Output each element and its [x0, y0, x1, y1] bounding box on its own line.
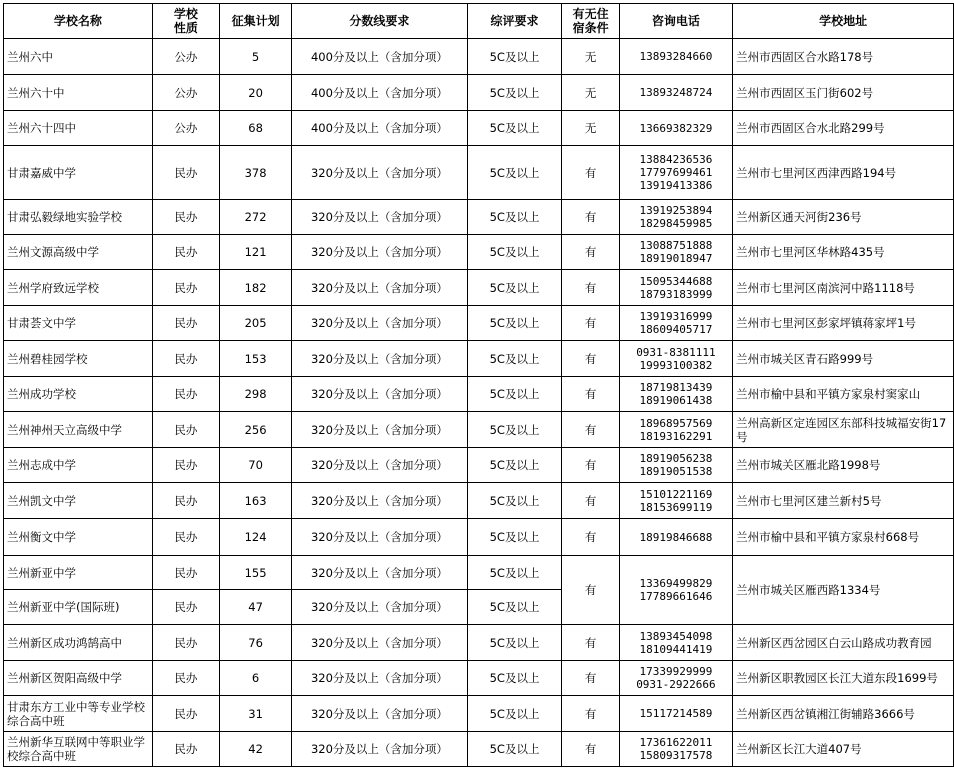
table-row: [4, 412, 954, 448]
score-cell: 320分及以上（含加分项）: [292, 519, 467, 556]
school-type-cell: 民办: [152, 519, 219, 556]
table-row: [4, 732, 954, 767]
phone-cell: [619, 696, 732, 732]
score-cell: 400分及以上（含加分项）: [292, 111, 467, 146]
phone-number: 13919413386: [639, 179, 713, 192]
school-type-cell: 民办: [152, 556, 219, 590]
score-cell: 320分及以上（含加分项）: [292, 483, 467, 519]
table-row: [4, 75, 954, 111]
school-type-cell: 民办: [152, 341, 219, 377]
dorm-cell: 有: [562, 306, 619, 341]
school-name-cell: 兰州六十中: [4, 75, 153, 111]
eval-cell: 5C及以上: [467, 696, 562, 732]
phone-number: 13919316999: [639, 310, 713, 323]
phone-number: 18609405717: [639, 323, 713, 336]
address-cell: 兰州市西固区玉门街602号: [733, 75, 954, 111]
phone-cell: [619, 306, 732, 341]
phone-number: 15101221169: [639, 487, 713, 501]
eval-cell: 5C及以上: [467, 732, 562, 767]
dorm-cell: 无: [562, 39, 619, 75]
school-name-cell: 兰州新区贺阳高级中学: [4, 661, 153, 696]
address-cell: 兰州新区西岔镇湘江街辅路3666号: [733, 696, 954, 732]
address-cell: 兰州市西固区合水北路299号: [733, 111, 954, 146]
plan-cell: 256: [219, 412, 291, 448]
school-name-cell: 甘肃荟文中学: [4, 306, 153, 341]
plan-cell: 76: [219, 625, 291, 661]
phone-number: 18153699119: [639, 500, 713, 514]
school-type-cell: 民办: [152, 270, 219, 306]
phone-number: 13893454098: [639, 629, 713, 643]
score-cell: 320分及以上（含加分项）: [292, 412, 467, 448]
eval-cell: 5C及以上: [467, 341, 562, 377]
plan-cell: 42: [219, 732, 291, 767]
eval-cell: 5C及以上: [467, 448, 562, 483]
address-cell: 兰州市城关区雁北路1998号: [733, 448, 954, 483]
dorm-cell: 无: [562, 111, 619, 146]
score-cell: 320分及以上（含加分项）: [292, 146, 467, 200]
phone-number: 13893284660: [639, 50, 713, 63]
dorm-cell: 无: [562, 75, 619, 111]
plan-cell: 272: [219, 200, 291, 235]
phone-number: 15095344688: [639, 274, 713, 288]
phone-number: 18919018947: [639, 252, 713, 265]
school-name-cell: 兰州新亚中学: [4, 556, 153, 590]
dorm-cell: 有: [562, 448, 619, 483]
dorm-cell: 有: [562, 412, 619, 448]
dorm-cell: 有: [562, 146, 619, 200]
dorm-cell: 有: [562, 556, 619, 625]
plan-cell: 182: [219, 270, 291, 306]
school-name-cell: 兰州新亚中学(国际班): [4, 590, 153, 625]
phone-cell: [619, 519, 732, 556]
score-cell: 320分及以上（含加分项）: [292, 270, 467, 306]
school-type-cell: 民办: [152, 590, 219, 625]
phone-number: 13893248724: [639, 86, 713, 99]
phone-number: 18193162291: [639, 429, 713, 443]
school-name-cell: 甘肃弘毅绿地实验学校: [4, 200, 153, 235]
eval-cell: 5C及以上: [467, 483, 562, 519]
address-cell: 兰州新区通天河街236号: [733, 200, 954, 235]
score-cell: 320分及以上（含加分项）: [292, 306, 467, 341]
phone-number: 17361622011: [639, 736, 713, 749]
score-cell: 320分及以上（含加分项）: [292, 448, 467, 483]
phone-number: 18793183999: [639, 287, 713, 301]
table-row: [4, 519, 954, 556]
phone-number: 13884236536: [639, 153, 713, 166]
dorm-cell: 有: [562, 696, 619, 732]
address-cell: 兰州市城关区青石路999号: [733, 341, 954, 377]
score-cell: 320分及以上（含加分项）: [292, 235, 467, 270]
school-name-cell: 兰州六十四中: [4, 111, 153, 146]
address-header: 学校地址: [733, 4, 954, 39]
school-name-cell: 兰州文源高级中学: [4, 235, 153, 270]
dorm-header: 有无住 宿条件: [562, 4, 619, 39]
plan-cell: 5: [219, 39, 291, 75]
phone-number: 13369499829: [639, 577, 713, 590]
phone-cell: [619, 235, 732, 270]
school-name-cell: 甘肃嘉威中学: [4, 146, 153, 200]
school-name-cell: 甘肃东方工业中等专业学校综合高中班: [4, 696, 153, 732]
table-row: [4, 200, 954, 235]
address-cell: 兰州新区长江大道407号: [733, 732, 954, 767]
dorm-cell: 有: [562, 625, 619, 661]
header-row: [4, 4, 954, 39]
address-cell: 兰州市榆中县和平镇方家泉村668号: [733, 519, 954, 556]
phone-cell: [619, 377, 732, 412]
table-row: [4, 556, 954, 590]
school-type-cell: 公办: [152, 111, 219, 146]
school-name-cell: 兰州成功学校: [4, 377, 153, 412]
score-cell: 320分及以上（含加分项）: [292, 625, 467, 661]
school-name-header: 学校名称: [4, 4, 153, 39]
phone-number: 19993100382: [639, 358, 713, 372]
school-name-cell: 兰州衡文中学: [4, 519, 153, 556]
eval-cell: 5C及以上: [467, 111, 562, 146]
dorm-cell: 有: [562, 377, 619, 412]
phone-number: 18919051538: [639, 465, 713, 478]
plan-cell: 163: [219, 483, 291, 519]
score-cell: 320分及以上（含加分项）: [292, 200, 467, 235]
dorm-cell: 有: [562, 732, 619, 767]
table-row: [4, 341, 954, 377]
dorm-cell: 有: [562, 235, 619, 270]
eval-cell: 5C及以上: [467, 75, 562, 111]
phone-number: 18919061438: [639, 394, 713, 407]
phone-number: 13919253894: [639, 204, 713, 217]
school-type-cell: 民办: [152, 696, 219, 732]
phone-number: 15117214589: [639, 707, 713, 720]
school-name-cell: 兰州神州天立高级中学: [4, 412, 153, 448]
plan-cell: 378: [219, 146, 291, 200]
phone-number: 0931-2922666: [636, 678, 716, 691]
school-name-cell: 兰州志成中学: [4, 448, 153, 483]
phone-cell: [619, 39, 732, 75]
school-name-cell: 兰州新区成功鸿鹄高中: [4, 625, 153, 661]
address-cell: 兰州市七里河区西津西路194号: [733, 146, 954, 200]
phone-cell: [619, 556, 732, 625]
phone-cell: [619, 146, 732, 200]
phone-number: 17789661646: [639, 590, 713, 603]
eval-cell: 5C及以上: [467, 306, 562, 341]
phone-cell: [619, 200, 732, 235]
table-row: [4, 111, 954, 146]
address-cell: 兰州高新区定连园区东部科技城福安街17号: [733, 412, 954, 448]
phone-number: 18719813439: [639, 381, 713, 394]
phone-number: 15809317578: [639, 749, 713, 762]
plan-header: 征集计划: [219, 4, 291, 39]
phone-number: 17797699461: [639, 166, 713, 179]
table-row: [4, 696, 954, 732]
plan-cell: 47: [219, 590, 291, 625]
school-type-cell: 民办: [152, 377, 219, 412]
eval-cell: 5C及以上: [467, 661, 562, 696]
school-name-cell: 兰州学府致远学校: [4, 270, 153, 306]
plan-cell: 31: [219, 696, 291, 732]
school-name-cell: 兰州碧桂园学校: [4, 341, 153, 377]
plan-cell: 124: [219, 519, 291, 556]
eval-cell: 5C及以上: [467, 412, 562, 448]
eval-cell: 5C及以上: [467, 556, 562, 590]
phone-number: 17339929999: [639, 665, 713, 678]
school-type-cell: 公办: [152, 39, 219, 75]
dorm-cell: 有: [562, 661, 619, 696]
school-type-cell: 公办: [152, 75, 219, 111]
phone-number: 18968957569: [639, 416, 713, 430]
eval-cell: 5C及以上: [467, 146, 562, 200]
dorm-cell: 有: [562, 270, 619, 306]
score-cell: 320分及以上（含加分项）: [292, 556, 467, 590]
address-cell: 兰州市七里河区彭家坪镇蒋家坪1号: [733, 306, 954, 341]
address-cell: 兰州新区西岔园区白云山路成功教育园: [733, 625, 954, 661]
school-type-cell: 民办: [152, 235, 219, 270]
phone-cell: [619, 75, 732, 111]
phone-cell: [619, 483, 732, 519]
table-row: [4, 661, 954, 696]
table-row: [4, 483, 954, 519]
score-cell: 320分及以上（含加分项）: [292, 696, 467, 732]
address-cell: 兰州市七里河区华林路435号: [733, 235, 954, 270]
score-header: 分数线要求: [292, 4, 467, 39]
school-type-cell: 民办: [152, 146, 219, 200]
table-row: [4, 146, 954, 200]
school-type-cell: 民办: [152, 448, 219, 483]
phone-number: 18919056238: [639, 452, 713, 465]
school-type-cell: 民办: [152, 412, 219, 448]
address-cell: 兰州市七里河区南滨河中路1118号: [733, 270, 954, 306]
plan-cell: 205: [219, 306, 291, 341]
school-type-header: 学校 性质: [152, 4, 219, 39]
address-cell: 兰州市西固区合水路178号: [733, 39, 954, 75]
score-cell: 400分及以上（含加分项）: [292, 75, 467, 111]
school-type-cell: 民办: [152, 661, 219, 696]
score-cell: 320分及以上（含加分项）: [292, 590, 467, 625]
eval-cell: 5C及以上: [467, 590, 562, 625]
admissions-table: [3, 3, 954, 767]
phone-number: 18919846688: [639, 530, 713, 544]
table-row: [4, 39, 954, 75]
school-type-cell: 民办: [152, 306, 219, 341]
score-cell: 320分及以上（含加分项）: [292, 377, 467, 412]
plan-cell: 153: [219, 341, 291, 377]
school-type-cell: 民办: [152, 732, 219, 767]
phone-cell: [619, 270, 732, 306]
table-row: [4, 377, 954, 412]
phone-cell: [619, 412, 732, 448]
address-cell: 兰州市榆中县和平镇方家泉村窦家山: [733, 377, 954, 412]
table-row: [4, 306, 954, 341]
phone-header: 咨询电话: [619, 4, 732, 39]
eval-header: 综评要求: [467, 4, 562, 39]
school-name-cell: 兰州凯文中学: [4, 483, 153, 519]
phone-number: 0931-8381111: [636, 345, 716, 359]
eval-cell: 5C及以上: [467, 235, 562, 270]
plan-cell: 298: [219, 377, 291, 412]
school-name-cell: 兰州新华互联网中等职业学校综合高中班: [4, 732, 153, 767]
score-cell: 320分及以上（含加分项）: [292, 341, 467, 377]
eval-cell: 5C及以上: [467, 519, 562, 556]
score-cell: 320分及以上（含加分项）: [292, 732, 467, 767]
phone-cell: [619, 448, 732, 483]
phone-cell: [619, 625, 732, 661]
score-cell: 400分及以上（含加分项）: [292, 39, 467, 75]
plan-cell: 121: [219, 235, 291, 270]
table-row: [4, 235, 954, 270]
table-row: [4, 625, 954, 661]
phone-number: 13088751888: [639, 239, 713, 252]
eval-cell: 5C及以上: [467, 377, 562, 412]
eval-cell: 5C及以上: [467, 270, 562, 306]
eval-cell: 5C及以上: [467, 200, 562, 235]
eval-cell: 5C及以上: [467, 39, 562, 75]
phone-number: 18109441419: [639, 642, 713, 656]
school-type-cell: 民办: [152, 200, 219, 235]
phone-cell: [619, 732, 732, 767]
dorm-cell: 有: [562, 483, 619, 519]
plan-cell: 155: [219, 556, 291, 590]
school-type-cell: 民办: [152, 483, 219, 519]
dorm-cell: 有: [562, 519, 619, 556]
dorm-cell: 有: [562, 341, 619, 377]
address-cell: 兰州新区职教园区长江大道东段1699号: [733, 661, 954, 696]
school-name-cell: 兰州六中: [4, 39, 153, 75]
score-cell: 320分及以上（含加分项）: [292, 661, 467, 696]
table-row: [4, 448, 954, 483]
table-row: [4, 270, 954, 306]
phone-number: 18298459985: [639, 217, 713, 230]
phone-cell: [619, 661, 732, 696]
dorm-cell: 有: [562, 200, 619, 235]
plan-cell: 70: [219, 448, 291, 483]
phone-cell: [619, 111, 732, 146]
plan-cell: 20: [219, 75, 291, 111]
eval-cell: 5C及以上: [467, 625, 562, 661]
school-type-cell: 民办: [152, 625, 219, 661]
address-cell: 兰州市七里河区建兰新村5号: [733, 483, 954, 519]
plan-cell: 6: [219, 661, 291, 696]
phone-number: 13669382329: [639, 121, 713, 135]
plan-cell: 68: [219, 111, 291, 146]
phone-cell: [619, 341, 732, 377]
address-cell: 兰州市城关区雁西路1334号: [733, 556, 954, 625]
